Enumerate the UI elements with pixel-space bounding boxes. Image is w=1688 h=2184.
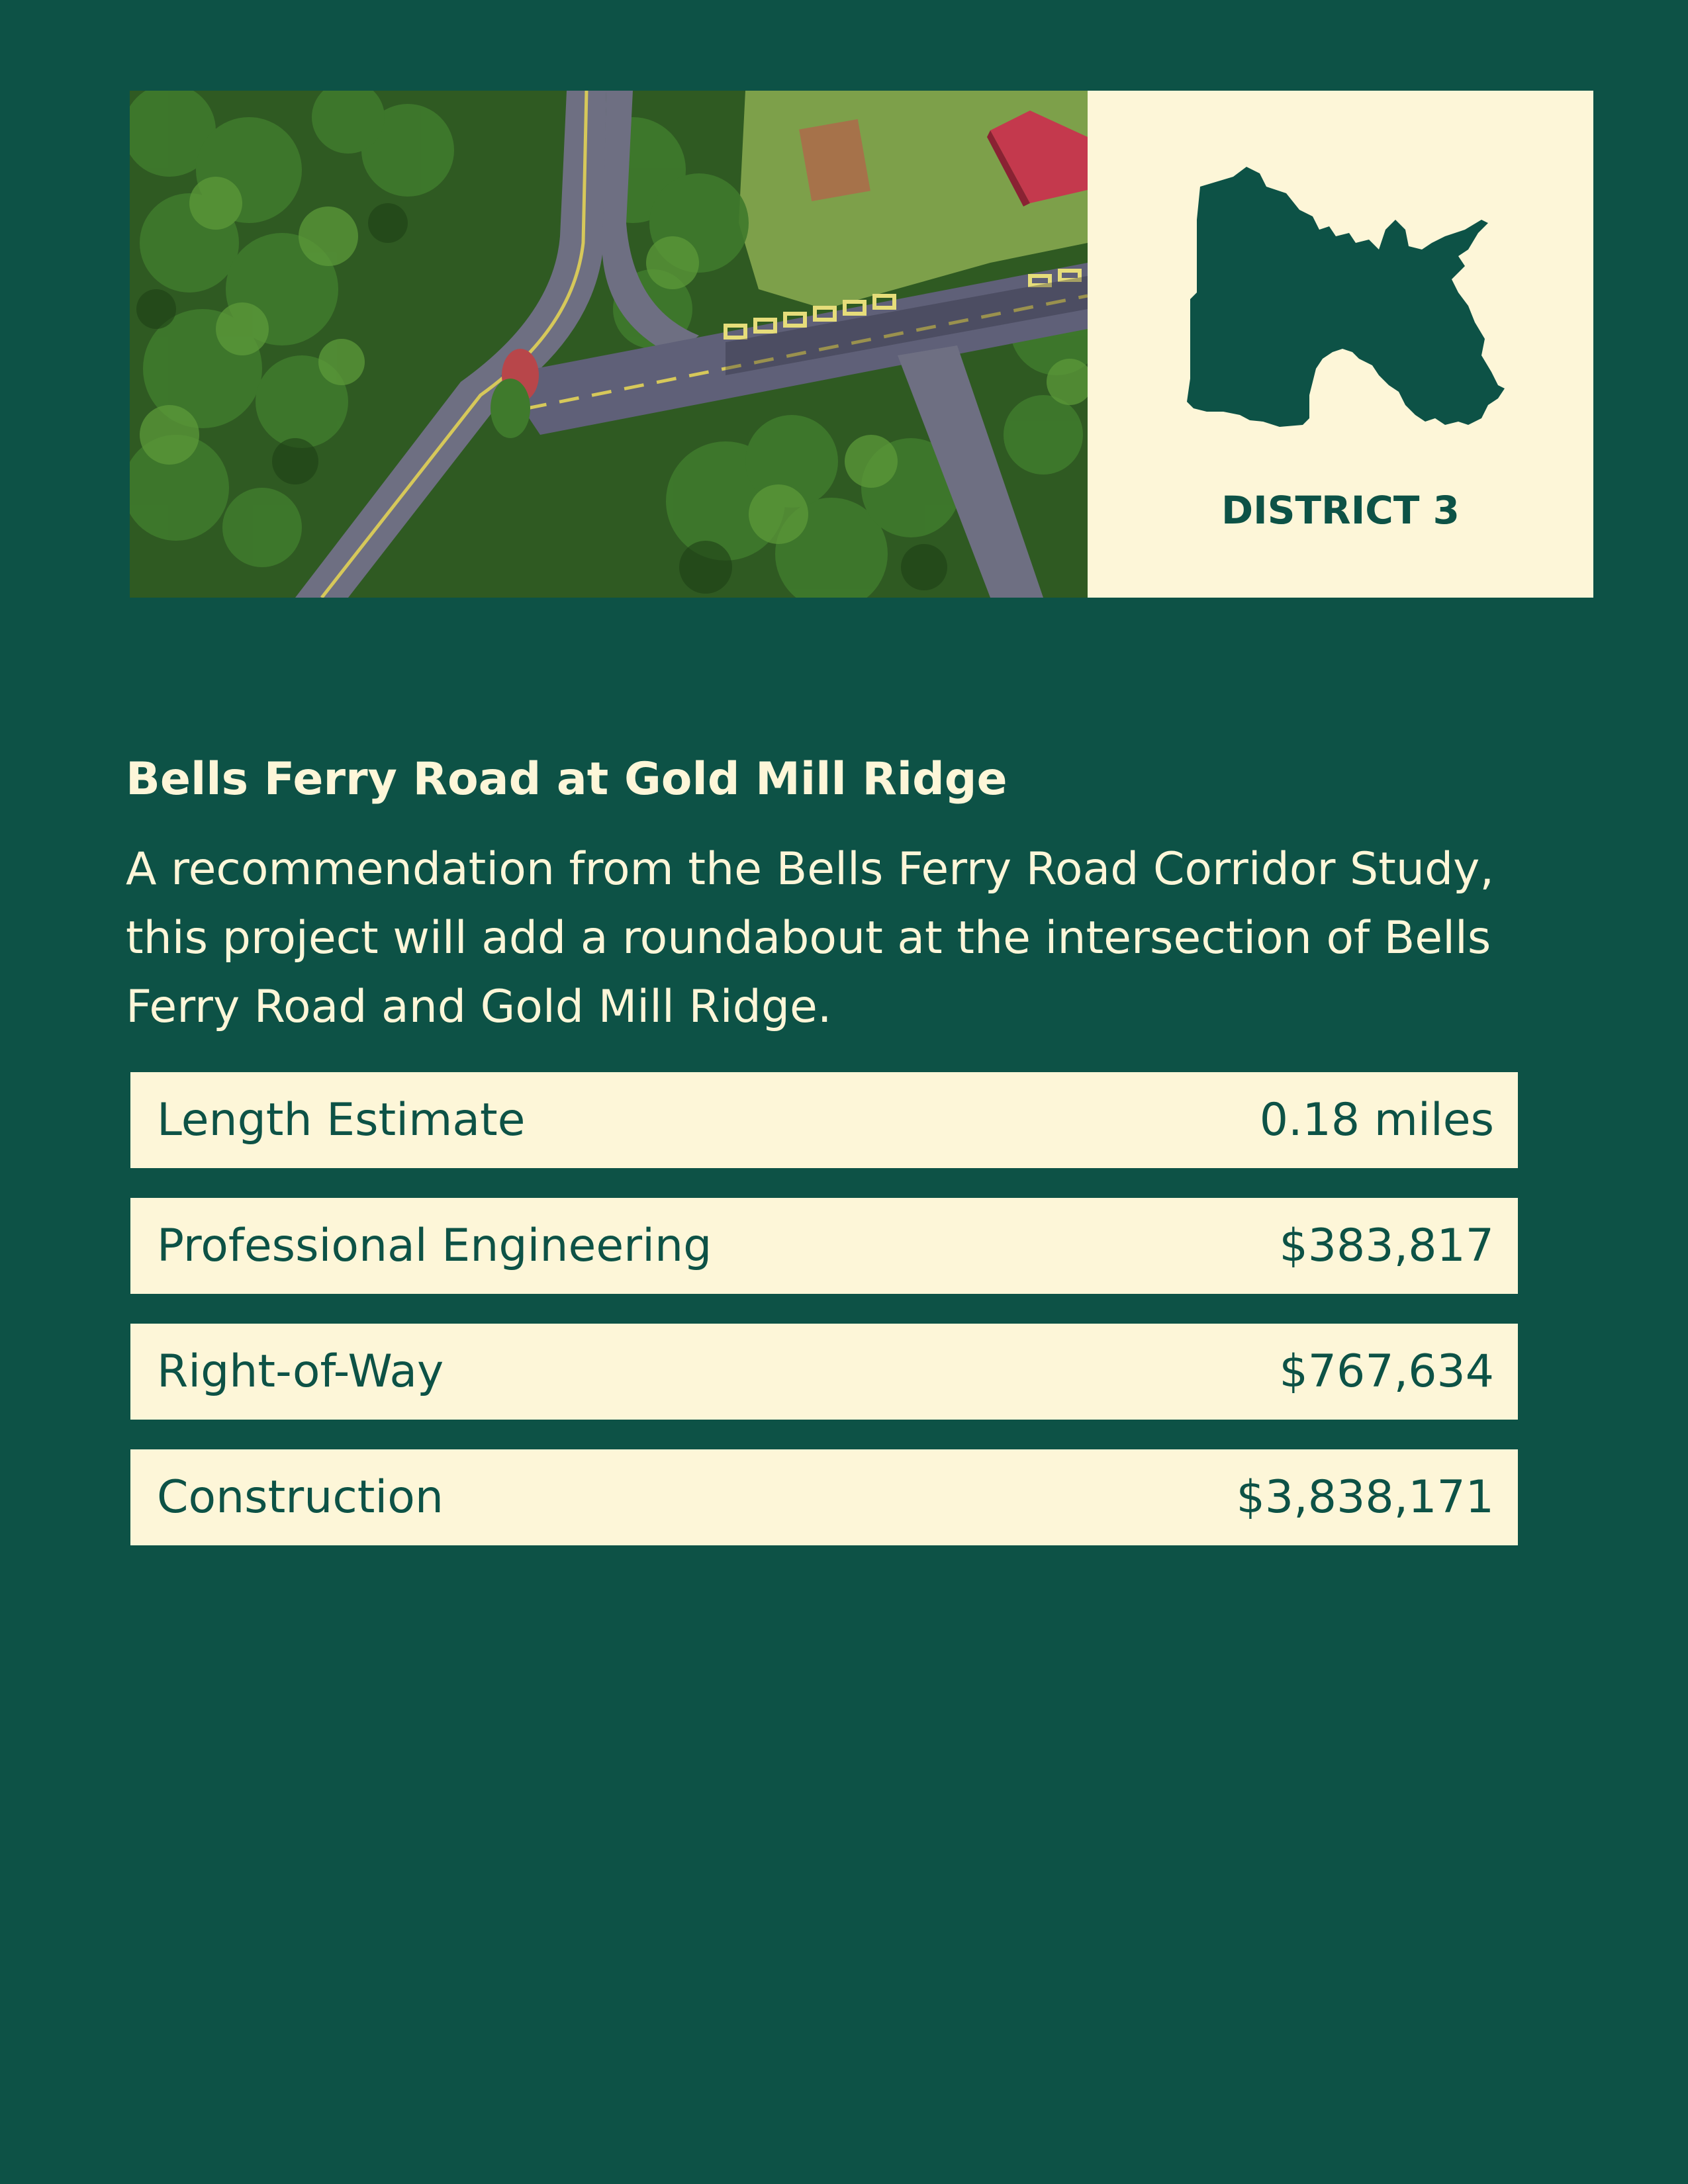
stat-row-engineering	[130, 1198, 1518, 1294]
stat-label: Length Estimate	[157, 1094, 526, 1146]
district-panel	[1088, 91, 1593, 598]
stat-row-length	[130, 1072, 1518, 1168]
stat-label: Professional Engineering	[157, 1220, 712, 1272]
district-label: DISTRICT 3	[1221, 488, 1460, 533]
stat-label: Construction	[157, 1471, 444, 1524]
stat-value: $767,634	[1279, 1345, 1494, 1398]
stat-label: Right-of-Way	[157, 1345, 444, 1398]
stat-value: $383,817	[1279, 1220, 1494, 1272]
stat-row-right-of-way	[130, 1324, 1518, 1420]
project-description: A recommendation from the Bells Ferry Road Corridor Study, this project will add a roundabout at the intersection of Bells Ferry Road and Gold Mill Ridge.	[126, 843, 1494, 1033]
stats-table	[130, 1072, 1518, 1575]
stat-value: $3,838,171	[1236, 1471, 1494, 1524]
project-title: Bells Ferry Road at Gold Mill Ridge	[126, 753, 1008, 805]
stat-value: 0.18 miles	[1259, 1094, 1494, 1146]
aerial-photo	[130, 91, 1088, 598]
district-map-icon	[1187, 157, 1505, 455]
stat-row-construction	[130, 1449, 1518, 1545]
